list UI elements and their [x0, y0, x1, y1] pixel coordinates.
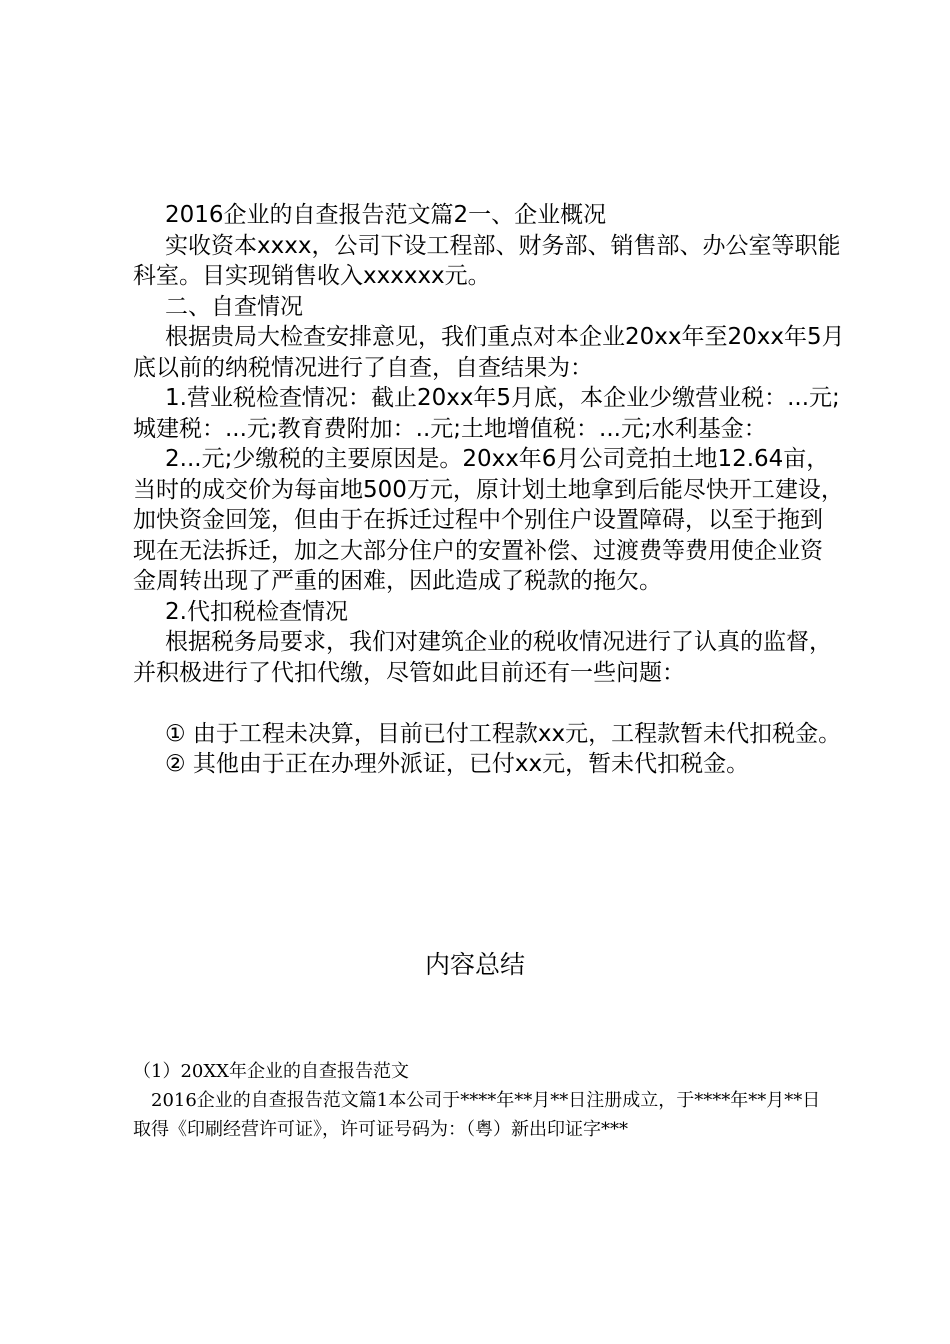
- paragraph-heading-self-check: 二、自查情况: [165, 293, 303, 320]
- paragraph-withholding-intro: 根据税务局要求，我们对建筑企业的税收情况进行了认真的监督，并积极进行了代扣代缴，尽管如此目前还有一些问题：: [133, 629, 832, 686]
- paragraph-business-tax: 1.营业税检查情况：截止20xx年5月底，本企业少缴营业税：...元;城建税：...元;教育费附加：..元;土地增值税：...元;水利基金：: [133, 385, 840, 442]
- summary-line-2: 2016企业的自查报告范文篇1本公司于****年**月**日注册成立，于****年**月**日取得《印刷经营许可证》，许可证号码为：（粤）新出印证字***: [133, 1090, 821, 1140]
- paragraph-arrears-reason: 2...元;少缴税的主要原因是。20xx年6月公司竞拍土地12.64亩，当时的成交价为每亩地500万元，原计划土地拿到后能尽快开工建设，加快资金回笼，但由于在拆迁过程中个别住户设置障碍，以至于拖到现在无法拆迁，加之大部分住户的安置补偿、过渡费等费用使企业资金周转出现了严重的困难，因此造成了税款的拖欠。: [133, 446, 844, 594]
- summary-title: 内容总结: [424, 950, 525, 979]
- blank-line: [133, 688, 845, 719]
- report-body: [133, 200, 845, 780]
- summary-line-1: （1）20XX年企业的自查报告范文: [133, 1061, 409, 1082]
- paragraph-issue-2: ② 其他由于正在办理外派证，已付xx元，暂未代扣税金。: [165, 751, 750, 777]
- paragraph-issue-1: ① 由于工程未决算，目前已付工程款xx元，工程款暂未代扣税金。: [165, 720, 842, 747]
- paragraph-self-check-intro: 根据贵局大检查安排意见，我们重点对本企业20xx年至20xx年5月底以前的纳税情况进行了自查，自查结果为：: [133, 324, 845, 381]
- paragraph-heading-withholding: 2.代扣税检查情况: [165, 598, 348, 625]
- summary-section: [133, 1057, 833, 1144]
- paragraph-capital: 实收资本xxxx，公司下设工程部、财务部、销售部、办公室等职能科室。目实现销售收入xxxxxx元。: [133, 232, 841, 289]
- paragraph-heading-overview: 2016企业的自查报告范文篇2一、企业概况: [165, 202, 607, 228]
